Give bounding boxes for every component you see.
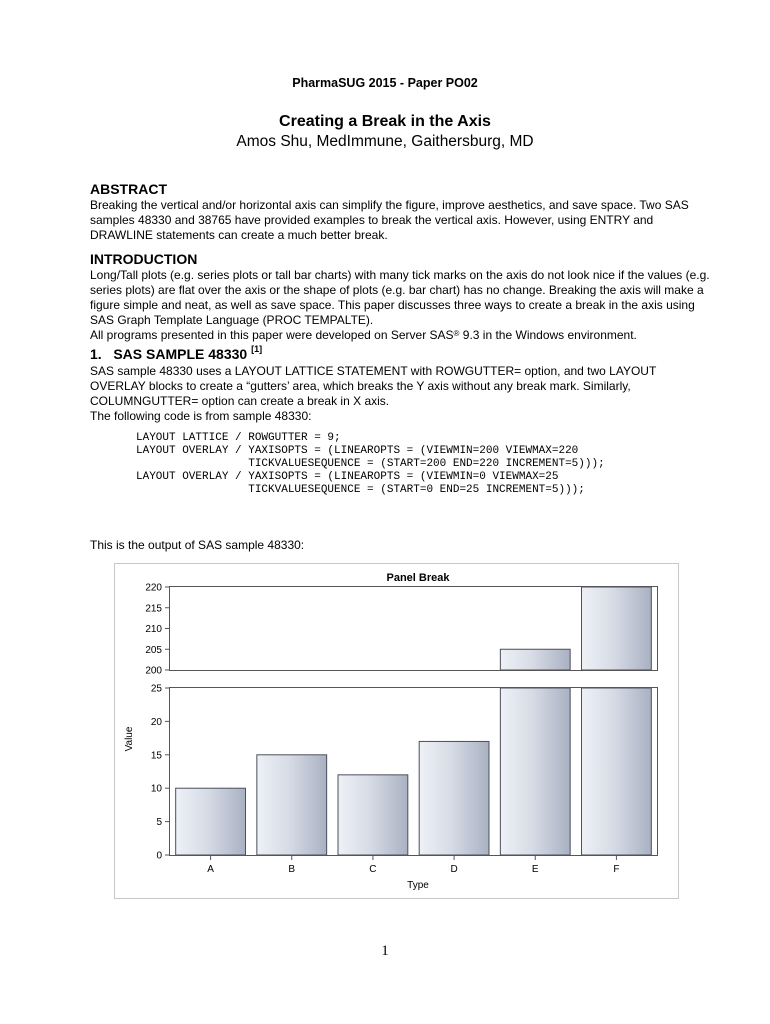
abstract-line: DRAWLINE statements can create a much better break. — [90, 228, 388, 242]
section1-reference: [1] — [251, 344, 263, 354]
section1-heading — [90, 346, 262, 362]
section1-line: The following code is from sample 48330: — [90, 409, 312, 423]
chart-title: Panel Break — [386, 572, 450, 584]
bar-e — [500, 688, 570, 855]
section1-body — [90, 364, 690, 424]
introduction-line-text: All programs presented in this paper were developed on Server SAS — [90, 328, 454, 342]
y-tick-label: 205 — [145, 644, 162, 656]
conference-header: PharmaSUG 2015 - Paper PO02 — [292, 76, 478, 90]
bar-a — [176, 788, 246, 855]
x-tick-label: F — [613, 864, 620, 875]
code-line: LAYOUT OVERLAY / YAXISOPTS = (LINEAROPTS = (VIEWMIN=200 VIEWMAX=220 — [136, 445, 579, 457]
code-line: TICKVALUESEQUENCE = (START=0 END=25 INCREMENT=5))); — [136, 484, 585, 496]
y-tick-label: 25 — [150, 683, 162, 695]
code-line: LAYOUT OVERLAY / YAXISOPTS = (LINEAROPTS = (VIEWMIN=0 VIEWMAX=25 — [136, 471, 559, 483]
bar-f — [582, 688, 652, 855]
y-axis-label: Value — [124, 726, 135, 752]
abstract-line: Breaking the vertical and/or horizontal axis can simplify the figure, improve aesthetics, and save space. Two SAS — [90, 198, 689, 212]
y-tick-label: 215 — [145, 603, 162, 615]
registered-mark: ® — [453, 329, 460, 338]
introduction-line: Long/Tall plots (e.g. series plots or tall bar charts) with many tick marks on the axis do not look nice if the values (e.g. — [90, 268, 710, 282]
section1-heading-text: 1. SAS SAMPLE 48330 — [90, 346, 248, 362]
bar-f-upper — [582, 587, 652, 670]
code-line: TICKVALUESEQUENCE = (START=200 END=220 INCREMENT=5))); — [136, 458, 605, 470]
output-caption: This is the output of SAS sample 48330: — [90, 538, 305, 552]
introduction-line: series plots) are flat over the axis or the shape of plots (e.g. bar chart) has no change. Breaking the axis will make a — [90, 283, 704, 297]
bar-c — [338, 775, 408, 855]
section1-line: SAS sample 48330 uses a LAYOUT LATTICE STATEMENT with ROWGUTTER= option, and two LAYOUT — [90, 364, 657, 378]
abstract-heading: ABSTRACT — [90, 181, 167, 197]
y-tick-label: 220 — [145, 582, 162, 594]
section1-line: OVERLAY blocks to create a “gutters’ area, which breaks the Y axis without any break mark. Similarly, — [90, 379, 631, 393]
introduction-body — [90, 268, 710, 343]
y-tick-label: 210 — [145, 624, 162, 635]
abstract-body — [90, 198, 690, 243]
x-tick-label: B — [288, 864, 296, 875]
introduction-line — [90, 328, 690, 343]
y-tick-label: 200 — [145, 665, 162, 677]
paper-title: Creating a Break in the Axis — [279, 113, 491, 130]
y-tick-label: 5 — [156, 817, 162, 829]
abstract-line: samples 48330 and 38765 have provided examples to break the vertical axis. However, using ENTRY and — [90, 213, 654, 227]
bar-b — [257, 755, 327, 855]
y-tick-label: 20 — [150, 716, 162, 728]
introduction-line: figure simple and neat, as well as save space. This paper discusses three ways to create a break in the axis using — [90, 298, 695, 312]
x-tick-label: D — [450, 864, 458, 875]
y-tick-label: 15 — [150, 750, 162, 762]
bar-e-upper — [500, 649, 570, 670]
x-tick-label: C — [369, 864, 377, 875]
page-number: 1 — [381, 943, 389, 959]
introduction-line-text: 9.3 in the Windows environment. — [459, 328, 637, 342]
y-tick-label: 10 — [150, 783, 162, 795]
bar-d — [419, 741, 489, 855]
code-block — [136, 432, 605, 497]
introduction-line: SAS Graph Template Language (PROC TEMPALTE). — [90, 313, 374, 327]
panel-break-chart — [114, 563, 679, 899]
code-line: LAYOUT LATTICE / ROWGUTTER = 9; — [136, 432, 341, 444]
introduction-heading: INTRODUCTION — [90, 251, 198, 267]
section1-line: COLUMNGUTTER= option can create a break in X axis. — [90, 394, 390, 408]
author-line: Amos Shu, MedImmune, Gaithersburg, MD — [236, 133, 534, 150]
x-axis-label: Type — [407, 880, 429, 891]
x-tick-label: E — [531, 864, 539, 875]
x-tick-label: A — [207, 864, 214, 875]
y-tick-label: 0 — [156, 850, 162, 862]
